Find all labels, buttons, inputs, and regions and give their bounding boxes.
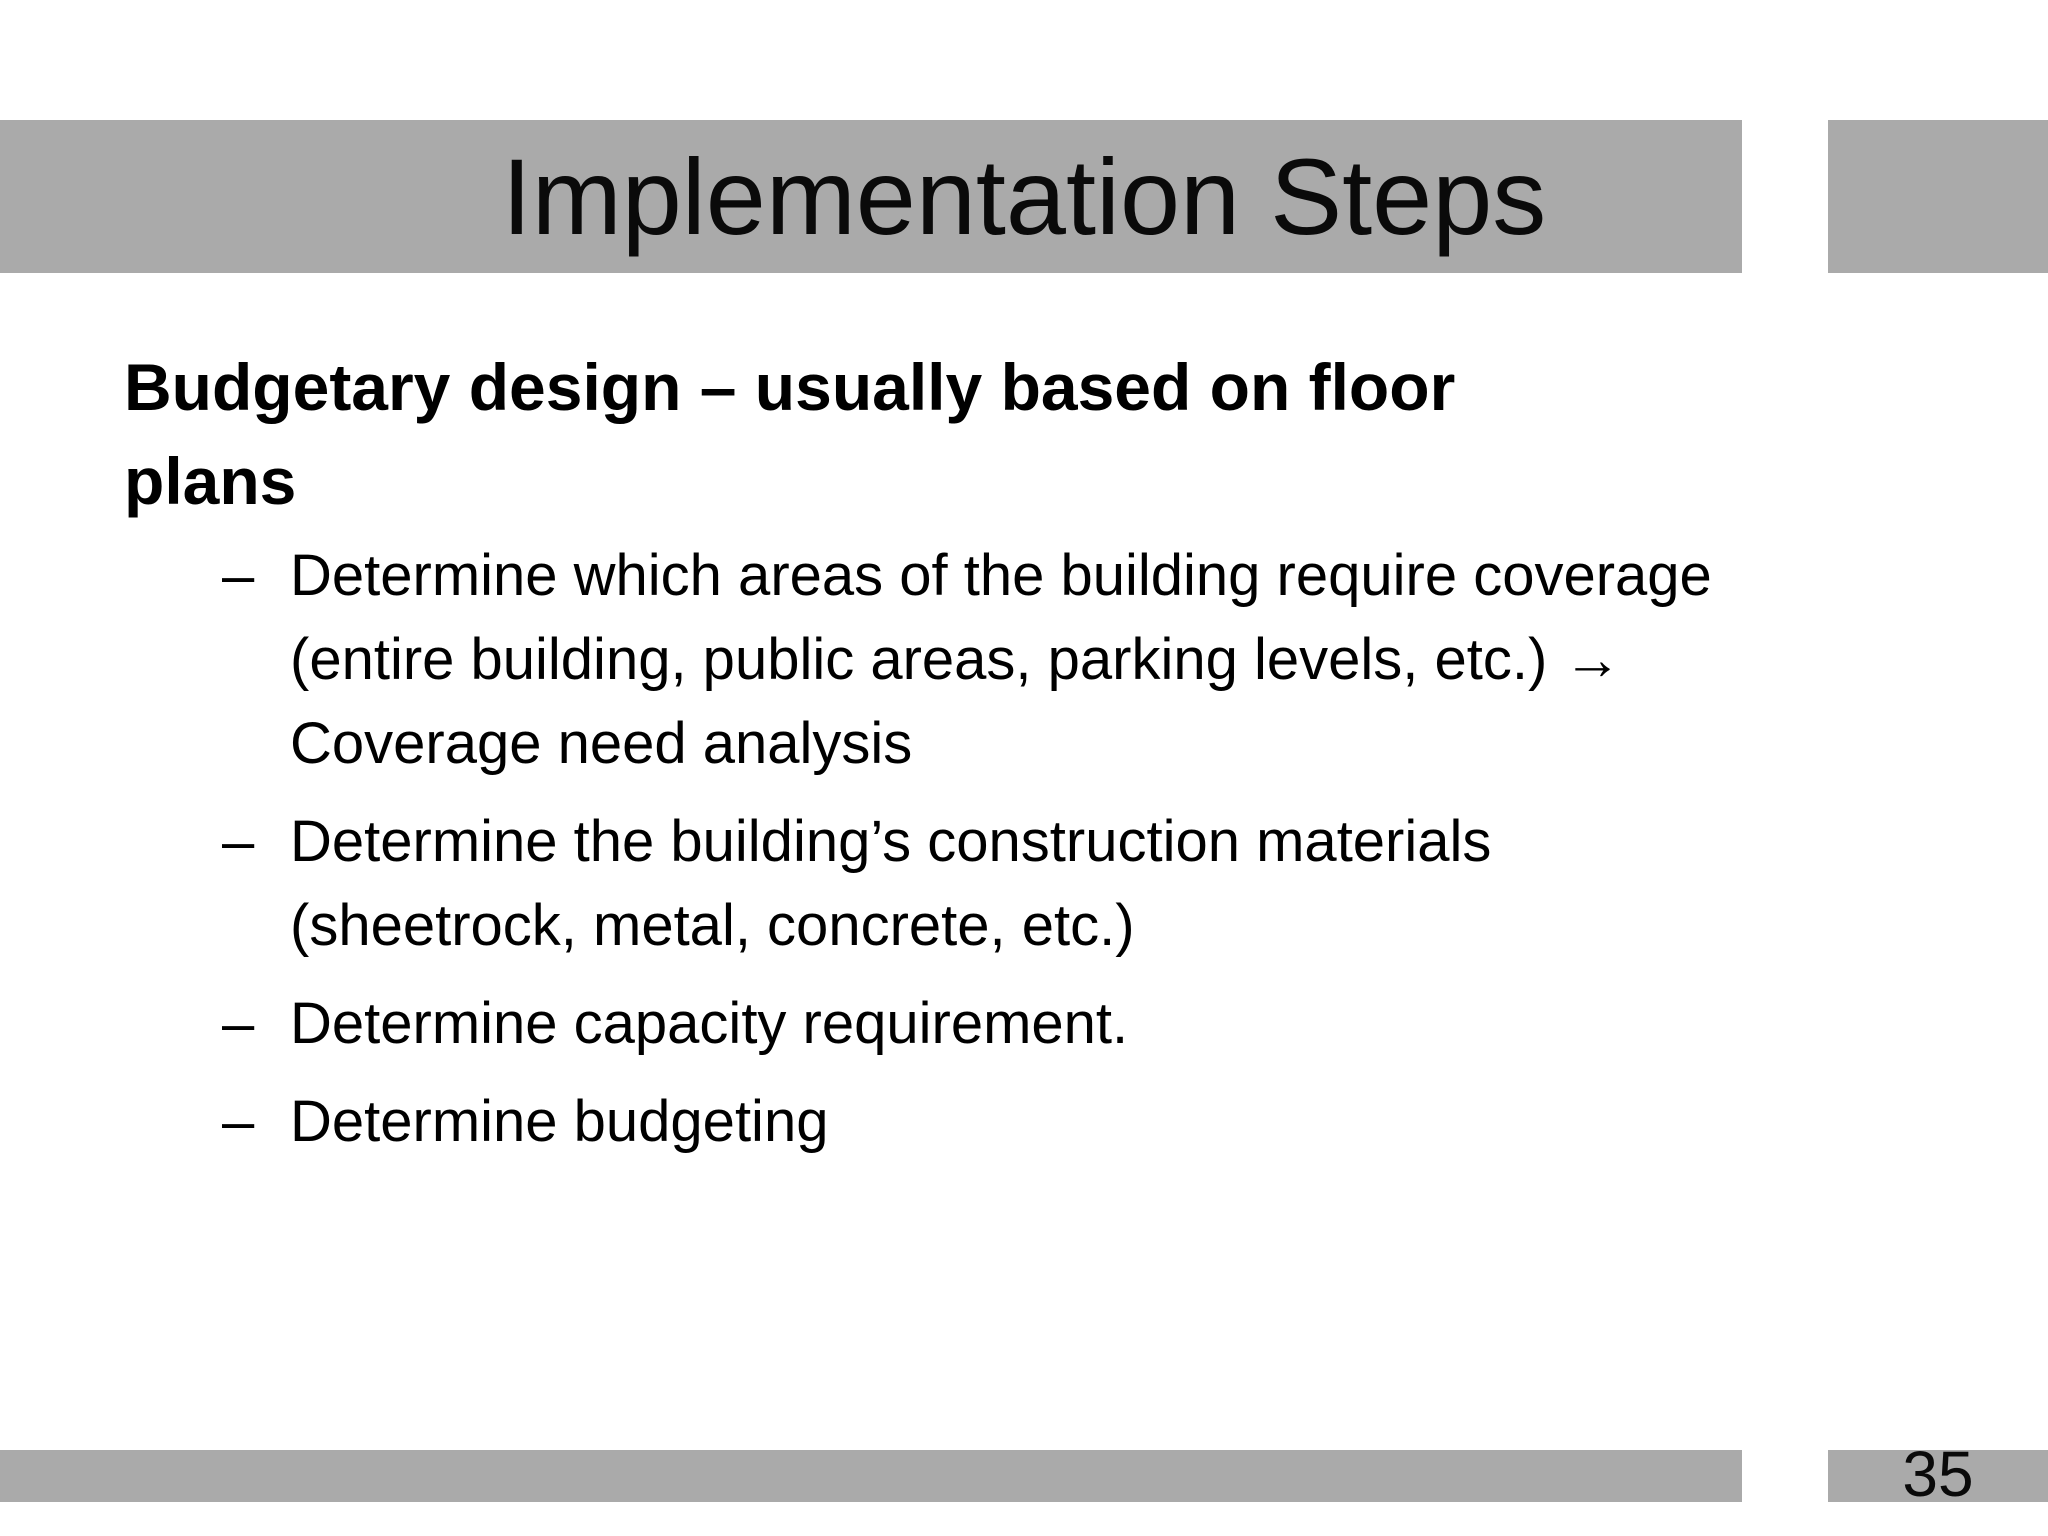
list-item-text: Determine budgeting bbox=[290, 1089, 829, 1154]
list-item bbox=[124, 1080, 1730, 1164]
list-item-text: Determine which areas of the building require coverage (entire building, public areas, parking levels, etc.) → Coverage need analysis bbox=[290, 543, 1712, 776]
dash-bullet-icon: – bbox=[222, 1089, 255, 1154]
dash-bullet-icon: – bbox=[222, 543, 255, 608]
slide-content bbox=[124, 340, 1712, 1178]
bullet-list bbox=[124, 534, 1712, 1164]
dash-bullet-icon: – bbox=[222, 809, 255, 874]
list-item bbox=[124, 534, 1730, 786]
list-item-text: Determine capacity requirement. bbox=[290, 991, 1129, 1056]
slide-title: Implementation Steps bbox=[501, 136, 1547, 257]
list-item-text: Determine the building’s construction materials (sheetrock, metal, concrete, etc.) bbox=[290, 809, 1492, 958]
list-item bbox=[124, 982, 1730, 1066]
page-number: 35 bbox=[1902, 1438, 1974, 1510]
section-heading: Budgetary design – usually based on floor plans bbox=[124, 350, 1456, 518]
footer-bar bbox=[0, 1450, 1742, 1502]
dash-bullet-icon: – bbox=[222, 991, 255, 1056]
list-item bbox=[124, 800, 1730, 968]
